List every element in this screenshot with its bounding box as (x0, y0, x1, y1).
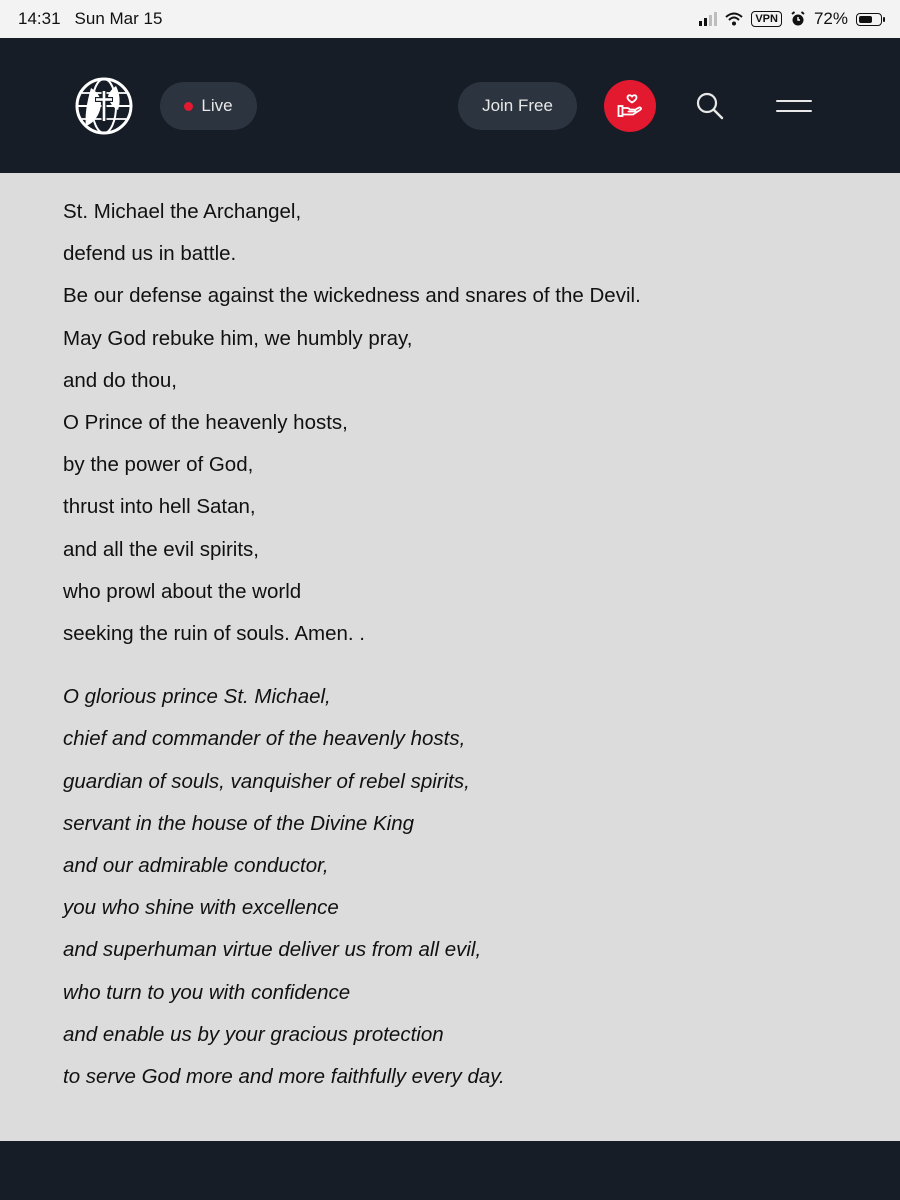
battery-icon (856, 13, 882, 26)
wifi-icon (725, 12, 743, 26)
prayer-line: who turn to you with confidence (63, 980, 351, 1004)
battery-fill (859, 16, 872, 23)
prayer-line: Be our defense against the wickedness and snares of the Devil. (63, 284, 641, 308)
prayer-line: and our admirable conductor, (63, 854, 329, 878)
live-indicator-dot (184, 102, 193, 111)
prayer-line: and do thou, (63, 368, 177, 392)
live-label: Live (201, 96, 233, 115)
donate-button[interactable] (604, 80, 656, 132)
site-header (0, 38, 900, 173)
vpn-badge: VPN (751, 11, 782, 27)
prayer-line: who prowl about the world (63, 579, 302, 603)
status-right (699, 9, 882, 29)
menu-line-top (776, 100, 812, 102)
prayer-line: thrust into hell Satan, (63, 495, 256, 519)
prayer-line: guardian of souls, vanquisher of rebel spirits, (63, 769, 470, 793)
prayer-line: O Prince of the heavenly hosts, (63, 411, 348, 435)
cellular-signal-icon (699, 12, 717, 26)
footer-bar (0, 1141, 900, 1200)
search-icon (692, 88, 728, 124)
prayer-line: you who shine with excellence (63, 896, 339, 920)
hamburger-menu-button[interactable] (776, 92, 812, 120)
prayer-line: and superhuman virtue deliver us from all evil, (63, 938, 482, 962)
join-free-button[interactable]: Join Free (458, 82, 577, 130)
prayer-stanza-2 (63, 676, 863, 1098)
prayer-line: and all the evil spirits, (63, 537, 259, 561)
prayer-line: O glorious prince St. Michael, (63, 685, 331, 709)
alarm-icon (790, 11, 806, 27)
prayer-content (63, 173, 863, 1098)
prayer-line: St. Michael the Archangel, (63, 200, 302, 223)
menu-line-bottom (776, 110, 812, 112)
prayer-line: chief and commander of the heavenly hosts, (63, 727, 466, 751)
search-button[interactable] (692, 88, 728, 124)
battery-percent: 72% (813, 9, 848, 28)
prayer-stanza-1 (63, 191, 863, 655)
status-bar (0, 0, 900, 38)
prayer-line: and enable us by your gracious protection (63, 1022, 444, 1046)
status-date: Sun Mar 15 (74, 9, 163, 28)
live-button[interactable] (160, 82, 257, 130)
prayer-line: servant in the house of the Divine King (63, 811, 414, 835)
prayer-line: May God rebuke him, we humbly pray, (63, 326, 413, 350)
prayer-line: to serve God more and more faithfully every day. (63, 1065, 505, 1089)
status-time: 14:31 (18, 9, 61, 28)
status-left (18, 9, 162, 29)
prayer-line: defend us in battle. (63, 242, 237, 266)
prayer-line: seeking the ruin of souls. Amen. . (63, 622, 365, 646)
globe-cross-logo[interactable] (74, 76, 134, 136)
hand-heart-icon (616, 92, 644, 120)
prayer-line: by the power of God, (63, 453, 254, 477)
